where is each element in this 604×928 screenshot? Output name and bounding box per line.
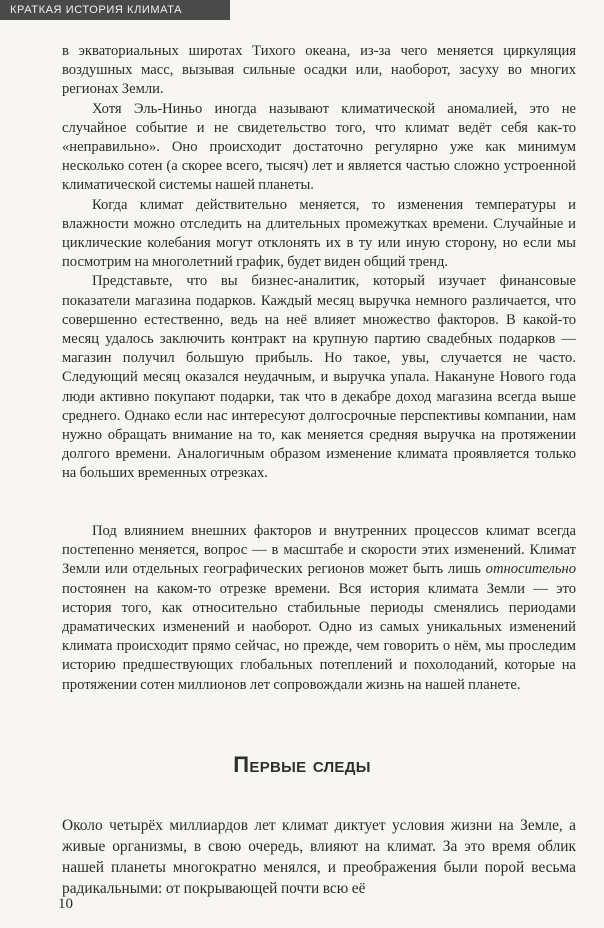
paragraph-climate-change: Когда климат действительно меняется, то изменения температуры и влажности можно отследить на длительных промежутках времени. Случайные и циклические колебания могут отклонять их в ту или иную сторону, но если мы посмотрим на многолетний график, будет виден общий тренд.: [62, 196, 576, 271]
page-number: 10: [58, 896, 73, 912]
text-block-summary: [62, 522, 576, 695]
paragraph-business-analogy: Представьте, что вы бизнес-аналитик, который изучает финансовые показатели магазина подарков. Каждый месяц выручка немного различается, что совершенно естественно, ведь на неё влияет множество факторов. В какой-то месяц удалось заключить контракт на крупную партию свадебных подарков — магазин получил большую прибыль. Но такое, увы, случается не часто. Следующий месяц оказался неудачным, и выручка упала. Накануне Нового года люди активно покупают подарки, так что в декабре доход магазина всегда выше среднего. Однако если нас интересуют долгосрочные перспективы компании, нам нужно обращать внимание на то, как меняется средняя выручка на протяжении долгого времени. Аналогичным образом изменение климата проявляется только на больших временных отрезках.: [62, 273, 576, 482]
paragraph-el-nino: Хотя Эль-Ниньо иногда называют климатической аномалией, это не случайное событие и не свидетельство того, что климат ведёт себя как-то «неправильно». Оно происходит достаточно регулярно уже как минимум несколько сотен (а скорее всего, тысяч) лет и является частью сложно устроенной климатической системы нашей планеты.: [62, 100, 576, 194]
paragraph-text-start: Под влиянием внешних факторов и внутренних процессов климат всегда постепенно меняется, вопрос — в масштабе и скорости этих изменений. Климат Земли или отдельных географических регионов может быть лишь: [62, 523, 576, 578]
running-header: КРАТКАЯ ИСТОРИЯ КЛИМАТА: [0, 0, 230, 20]
emphasis-relatively: относительно: [485, 561, 576, 578]
section-heading: Первые следы: [233, 752, 371, 777]
paragraph-continuation: в экваториальных широтах Тихого океана, из-за чего меняется циркуляция воздушных масс, вызывая сильные осадки или, наоборот, засуху во многих регионах Земли.: [62, 43, 576, 98]
text-block-intro: [62, 42, 576, 484]
paragraph-first-traces: Около четырёх миллиардов лет климат диктует условия жизни на Земле, а живые организмы, в свою очередь, влияют на климат. За это время облик нашей планеты многократно менялся, и преображения были порой весьма радикальными: от покрывающей почти всю её: [62, 817, 576, 897]
text-block-section: [62, 815, 576, 899]
paragraph-climate-variability: [62, 522, 576, 695]
paragraph-text-end: постоянен на каком-то отрезке времени. Вся история климата Земли — это история того, как относительно стабильные периоды сменялись периодами драматических изменений и наоборот. Одно из самых уникальных изменений климата происходит прямо сейчас, но прежде, чем говорить о нём, мы проследим историю предшествующих глобальных потеплений и похолоданий, которые на протяжении сотен миллионов лет сопровождали жизнь на нашей планете.: [62, 580, 576, 693]
